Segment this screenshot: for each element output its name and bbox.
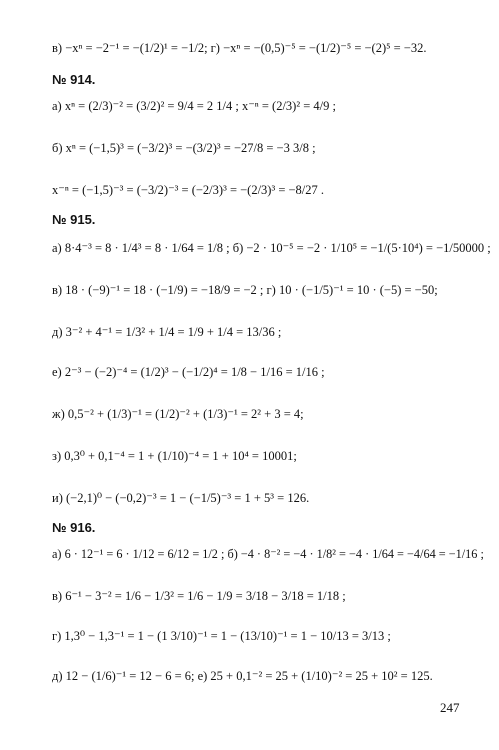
- problem-915-title: № 915.: [52, 212, 96, 227]
- solution-line-915-d: д) 3⁻² + 4⁻¹ = 1/3² + 1/4 = 1/9 + 1/4 = 13/36 ;: [52, 325, 282, 339]
- solution-line-915-i: и) (−2,1)⁰ − (−0,2)⁻³ = 1 − (−1/5)⁻³ = 1 + 5³ = 126.: [52, 491, 310, 505]
- page-number: 247: [440, 700, 460, 715]
- solution-line-915-a-b: а) 8·4⁻³ = 8 · 1/4³ = 8 · 1/64 = 1/8 ; б) −2 · 10⁻⁵ = −2 · 1/10⁵ = −1/(5·10⁴) = −1/50000 ;: [52, 241, 491, 255]
- solution-line-916-v: в) 6⁻¹ − 3⁻² = 1/6 − 1/3² = 1/6 − 1/9 = 3/18 − 3/18 = 1/18 ;: [52, 589, 346, 603]
- solution-line-916-d-e: д) 12 − (1/6)⁻¹ = 12 − 6 = 6; е) 25 + 0,1⁻² = 25 + (1/10)⁻² = 25 + 10² = 125.: [52, 669, 433, 683]
- solution-line-915-v-g: в) 18 · (−9)⁻¹ = 18 · (−1/9) = −18/9 = −2 ; г) 10 · (−1/5)⁻¹ = 10 · (−5) = −50;: [52, 283, 438, 297]
- solution-line-915-e: е) 2⁻³ − (−2)⁻⁴ = (1/2)³ − (−1/2)⁴ = 1/8 − 1/16 = 1/16 ;: [52, 365, 325, 379]
- solution-line-914-b: б) xⁿ = (−1,5)³ = (−3/2)³ = −(3/2)³ = −27/8 = −3 3/8 ;: [52, 141, 316, 155]
- solution-line-913-v-g: в) −xⁿ = −2⁻¹ = −(1/2)¹ = −1/2; г) −xⁿ = −(0,5)⁻⁵ = −(1/2)⁻⁵ = −(2)⁵ = −32.: [52, 41, 427, 55]
- solution-line-914-b-cont: x⁻ⁿ = (−1,5)⁻³ = (−3/2)⁻³ = (−2/3)³ = −(2/3)³ = −8/27 .: [52, 183, 325, 197]
- solution-line-915-zh: ж) 0,5⁻² + (1/3)⁻¹ = (1/2)⁻² + (1/3)⁻¹ = 2² + 3 = 4;: [52, 407, 304, 421]
- solution-line-914-a: а) xⁿ = (2/3)⁻² = (3/2)² = 9/4 = 2 1/4 ; x⁻ⁿ = (2/3)² = 4/9 ;: [52, 99, 336, 113]
- solution-line-916-g: г) 1,3⁰ − 1,3⁻¹ = 1 − (1 3/10)⁻¹ = 1 − (13/10)⁻¹ = 1 − 10/13 = 3/13 ;: [52, 629, 391, 643]
- solution-line-915-z: з) 0,3⁰ + 0,1⁻⁴ = 1 + (1/10)⁻⁴ = 1 + 10⁴ = 10001;: [52, 449, 297, 463]
- problem-916-title: № 916.: [52, 520, 96, 535]
- problem-914-title: № 914.: [52, 72, 96, 87]
- solution-line-916-a-b: а) 6 · 12⁻¹ = 6 · 1/12 = 6/12 = 1/2 ; б) −4 · 8⁻² = −4 · 1/8² = −4 · 1/64 = −4/64 = −1/16 ;: [52, 547, 484, 561]
